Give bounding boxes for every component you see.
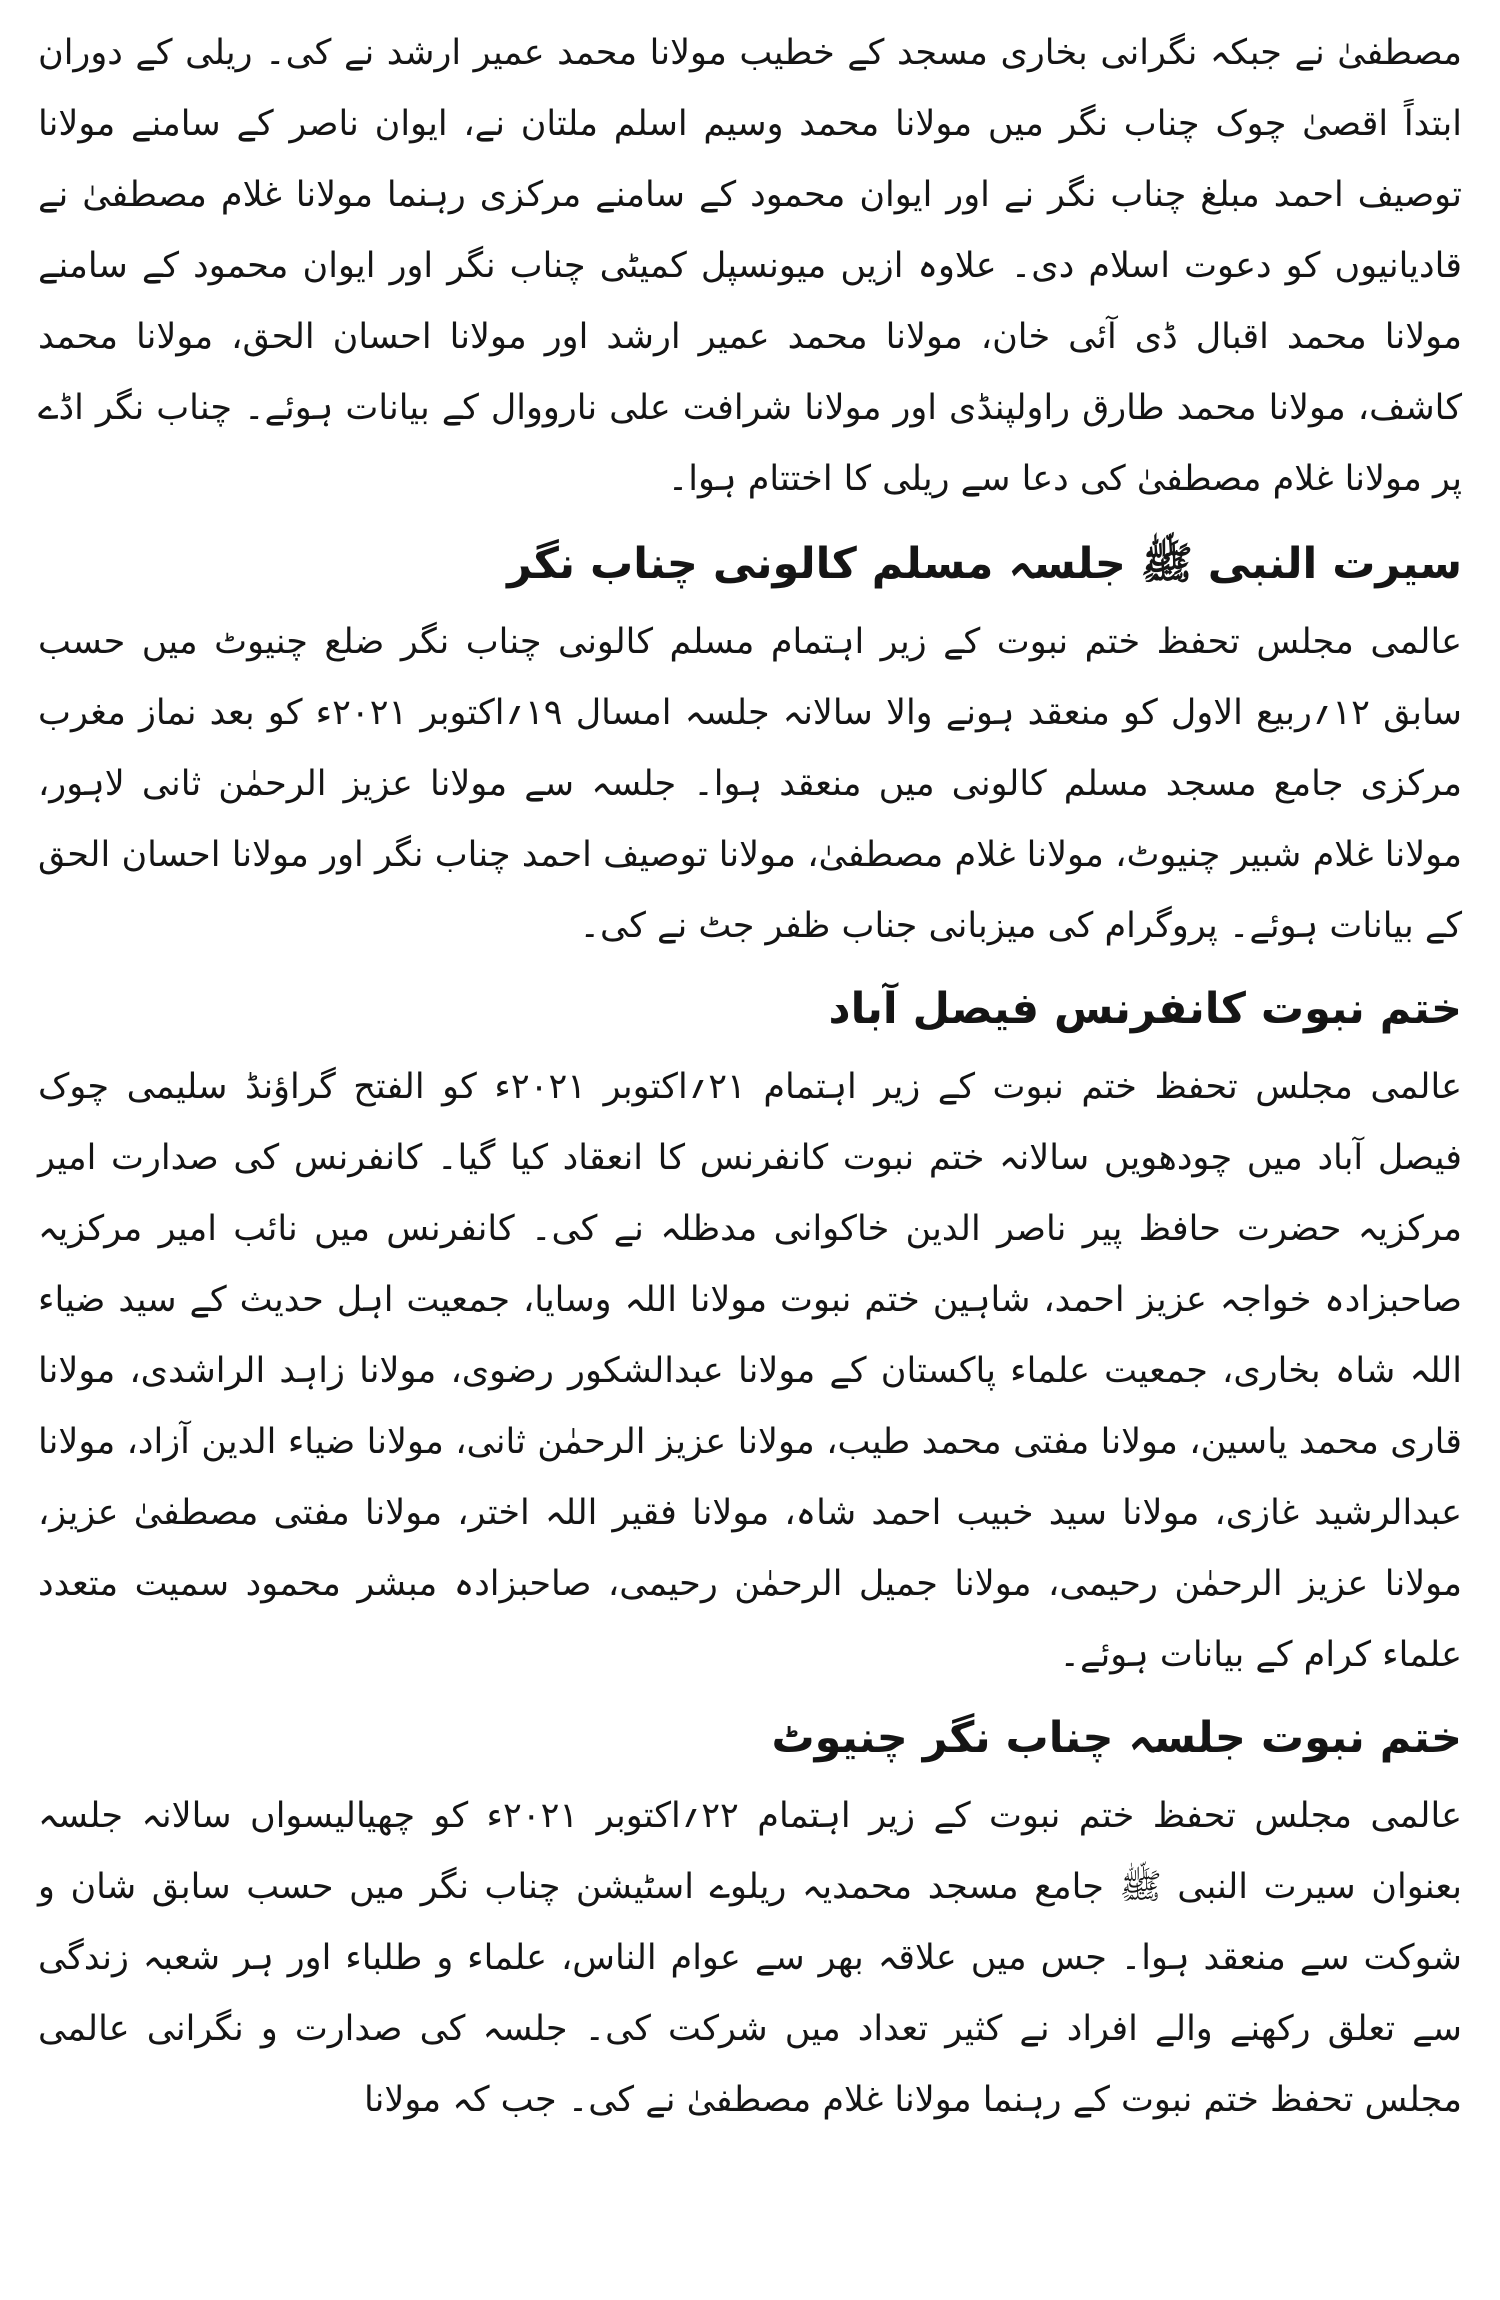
section-heading: ختم نبوت کانفرنس فیصل آباد: [828, 984, 1462, 1034]
section-faisalabad-conference: [38, 966, 1462, 1691]
section-paragraph: عالمی مجلس تحفظ ختم نبوت کے زیر اہتمام مسلم کالونی چناب نگر ضلع چنیوٹ میں حسب سابق ۱۲؍ربیع الاول کو منعقد ہونے والا سالانہ جلسہ امسال ۱۹؍اکتوبر ۲۰۲۱ء کو بعد نماز مغرب مرکزی جامع مسجد مسلم کالونی میں منعقد ہوا۔ جلسہ سے مولانا عزیز الرحمٰن ثانی لاہور، مولانا غلام شبیر چنیوٹ، مولانا غلام مصطفیٰ، مولانا توصیف احمد چناب نگر اور مولانا احسان الحق کے بیانات ہوئے۔ پروگرام کی میزبانی جناب ظفر جٹ نے کی۔: [38, 622, 1463, 946]
intro-paragraph: مصطفیٰ نے جبکہ نگرانی بخاری مسجد کے خطیب مولانا محمد عمیر ارشد نے کی۔ ریلی کے دوران ابتداً اقصیٰ چوک چناب نگر میں مولانا محمد وسیم اسلم ملتان نے، ایوان ناصر کے سامنے مولانا توصیف احمد مبلغ چناب نگر نے اور ایوان محمود کے سامنے مرکزی رہنما مولانا غلام مصطفیٰ نے قادیانیوں کو دعوت اسلام دی۔ علاوہ ازیں میونسپل کمیٹی چناب نگر اور ایوان محمود کے سامنے مولانا محمد اقبال ڈی آئی خان، مولانا محمد عمیر ارشد اور مولانا احسان الحق، مولانا محمد کاشف، مولانا محمد طارق راولپنڈی اور مولانا شرافت علی نارووال کے بیانات ہوئے۔ چناب نگر اڈے پر مولانا غلام مصطفیٰ کی دعا سے ریلی کا اختتام ہوا۔: [38, 33, 1462, 499]
section-paragraph: عالمی مجلس تحفظ ختم نبوت کے زیر اہتمام ۲۲؍اکتوبر ۲۰۲۱ء کو چھیالیسواں سالانہ جلسہ بعنوان سیرت النبی ﷺ جامع مسجد محمدیہ ریلوے اسٹیشن چناب نگر میں حسب سابق شان و شوکت سے منعقد ہوا۔ جس میں علاقہ بھر سے عوام الناس، علماء و طلباء اور ہر شعبہ زندگی سے تعلق رکھنے والے افراد نے کثیر تعداد میں شرکت کی۔ جلسہ کی صدارت و نگرانی عالمی مجلس تحفظ ختم نبوت کے رہنما مولانا غلام مصطفیٰ نے کی۔ جب کہ مولانا: [38, 1796, 1463, 2120]
section-paragraph: عالمی مجلس تحفظ ختم نبوت کے زیر اہتمام ۲۱؍اکتوبر ۲۰۲۱ء کو الفتح گراؤنڈ سلیمی چوک فیصل آباد میں چودھویں سالانہ ختم نبوت کانفرنس کا انعقاد کیا گیا۔ کانفرنس کی صدارت امیر مرکزیہ حضرت حافظ پیر ناصر الدین خاکوانی مدظلہ نے کی۔ کانفرنس میں نائب امیر مرکزیہ صاحبزادہ خواجہ عزیز احمد، شاہین ختم نبوت مولانا اللہ وسایا، جمعیت اہل حدیث کے سید ضیاء اللہ شاہ بخاری، جمعیت علماء پاکستان کے مولانا عبدالشکور رضوی، مولانا زاہد الراشدی، مولانا قاری محمد یاسین، مولانا مفتی محمد طیب، مولانا عزیز الرحمٰن ثانی، مولانا ضیاء الدین آزاد، مولانا عبدالرشید غازی، مولانا سید خبیب احمد شاہ، مولانا فقیر اللہ اختر، مولانا مفتی مصطفیٰ عزیز، مولانا عزیز الرحمٰن رحیمی، مولانا جمیل الرحمٰن رحیمی، صاحبزادہ مبشر محمود سمیت متعدد علماء کرام کے بیانات ہوئے۔: [38, 1067, 1463, 1675]
section-seerat-jalsa: [38, 521, 1462, 962]
section-heading: سیرت النبی ﷺ جلسہ مسلم کالونی چناب نگر: [507, 539, 1462, 589]
section-chenab-nagar-jalsa: [38, 1695, 1462, 2136]
section-heading: ختم نبوت جلسہ چناب نگر چنیوٹ: [771, 1713, 1462, 1763]
